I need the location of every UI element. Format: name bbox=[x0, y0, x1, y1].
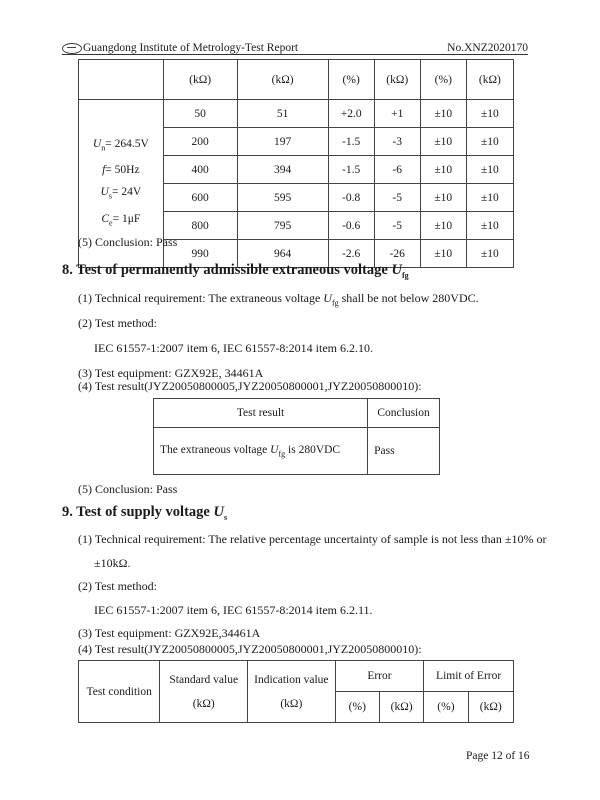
unit-cell: (kΩ) bbox=[163, 60, 237, 100]
test-equipment: (3) Test equipment: GZX92E,34461A bbox=[78, 626, 261, 640]
unit-cell: (%) bbox=[335, 692, 379, 723]
table-cell: ±10 bbox=[420, 240, 466, 268]
table-cell: 197 bbox=[237, 128, 328, 156]
table-cell: -0.6 bbox=[328, 212, 374, 240]
table-cell: 800 bbox=[163, 212, 237, 240]
technical-requirement-continued: ±10kΩ. bbox=[94, 556, 131, 570]
table-cell: ±10 bbox=[420, 128, 466, 156]
test-method-detail: IEC 61557-1:2007 item 6, IEC 61557-8:2014 item 6.2.11. bbox=[94, 603, 373, 617]
table-cell: 51 bbox=[237, 100, 328, 128]
test-method-label: (2) Test method: bbox=[78, 316, 157, 330]
table-cell: ±10 bbox=[466, 240, 513, 268]
header-cell: Test condition bbox=[79, 661, 160, 723]
unit-cell: (kΩ) bbox=[468, 692, 513, 723]
condition-us: $U_s= 24V$ bbox=[100, 186, 142, 201]
table-cell: 200 bbox=[163, 128, 237, 156]
table-cell: +2.0 bbox=[328, 100, 374, 128]
test-result-label: (4) Test result(JYZ20050800005,JYZ20050800001,JYZ20050800010): bbox=[78, 642, 422, 656]
conclusion-cell: Pass bbox=[368, 428, 440, 475]
technical-requirement: (1) Technical requirement: The relative percentage uncertainty of sample is not less than ±10% or bbox=[78, 532, 547, 546]
unit-cell: (%) bbox=[328, 60, 374, 100]
table-cell: ±10 bbox=[466, 128, 513, 156]
table-cell: 964 bbox=[237, 240, 328, 268]
section-9-heading: 9. Test of supply voltage $U_s$ bbox=[62, 504, 228, 522]
table-cell: ±10 bbox=[420, 100, 466, 128]
table-row bbox=[154, 428, 440, 475]
table-cell: 795 bbox=[237, 212, 328, 240]
unit-cell: (%) bbox=[424, 692, 468, 723]
condition-f: f= 50Hz bbox=[102, 164, 140, 177]
table-row bbox=[79, 60, 514, 100]
table-cell: -5 bbox=[374, 184, 420, 212]
test-method-detail: IEC 61557-1:2007 item 6, IEC 61557-8:2014 item 6.2.10. bbox=[94, 341, 373, 355]
table-cell bbox=[79, 60, 164, 100]
table-cell: ±10 bbox=[420, 156, 466, 184]
institute-name: Guangdong Institute of Metrology-Test Report bbox=[83, 42, 299, 54]
table-cell: -0.8 bbox=[328, 184, 374, 212]
unit-cell: (kΩ) bbox=[374, 60, 420, 100]
indication-value-label: Indication value bbox=[254, 673, 329, 686]
technical-requirement: (1) Technical requirement: The extraneous voltage $U_{fg}$ shall be not below 280VDC. bbox=[78, 291, 479, 308]
report-header bbox=[62, 38, 528, 55]
institute-logo-icon bbox=[62, 43, 82, 54]
table-cell: 600 bbox=[163, 184, 237, 212]
conclusion-text: (5) Conclusion: Pass bbox=[78, 482, 178, 496]
table-cell: ±10 bbox=[420, 184, 466, 212]
extraneous-voltage-table bbox=[153, 398, 440, 475]
page-number: Page 12 of 16 bbox=[466, 750, 530, 762]
condition-un: $U_n= 264.5V$ bbox=[92, 138, 149, 153]
test-method-label: (2) Test method: bbox=[78, 579, 157, 593]
unit-cell: (kΩ) bbox=[237, 60, 328, 100]
table-cell: 990 bbox=[163, 240, 237, 268]
table-cell: -5 bbox=[374, 212, 420, 240]
unit-cell: (kΩ) bbox=[466, 60, 513, 100]
table-row bbox=[79, 661, 514, 692]
table-cell: 394 bbox=[237, 156, 328, 184]
table-cell: -26 bbox=[374, 240, 420, 268]
table-cell: 595 bbox=[237, 184, 328, 212]
header-cell: Limit of Error bbox=[424, 661, 514, 692]
table-cell: ±10 bbox=[466, 184, 513, 212]
table-row bbox=[154, 399, 440, 428]
header-cell bbox=[248, 661, 336, 723]
table-cell: ±10 bbox=[420, 212, 466, 240]
header-cell: Conclusion bbox=[368, 399, 440, 428]
table-cell: 50 bbox=[163, 100, 237, 128]
table-cell: ±10 bbox=[466, 212, 513, 240]
header-cell: Error bbox=[335, 661, 424, 692]
header-left bbox=[62, 42, 298, 54]
supply-voltage-table bbox=[78, 660, 514, 723]
section-8-heading: 8. Test of permanently admissible extraneous voltage $U_{fg}$ bbox=[62, 262, 409, 280]
unit-cell: (%) bbox=[420, 60, 466, 100]
unit-label: (kΩ) bbox=[192, 697, 215, 710]
table-cell: -3 bbox=[374, 128, 420, 156]
conclusion-text: (5) Conclusion: Pass bbox=[78, 235, 178, 249]
table-cell: +1 bbox=[374, 100, 420, 128]
header-cell: Test result bbox=[154, 399, 368, 428]
table-cell: ±10 bbox=[466, 100, 513, 128]
standard-value-label: Standard value bbox=[169, 673, 239, 686]
unit-cell: (kΩ) bbox=[379, 692, 423, 723]
report-number: No.XNZ2020170 bbox=[447, 42, 528, 54]
table-cell: -1.5 bbox=[328, 128, 374, 156]
table-cell: 400 bbox=[163, 156, 237, 184]
table-cell: -1.5 bbox=[328, 156, 374, 184]
table-cell: -6 bbox=[374, 156, 420, 184]
table-cell: ±10 bbox=[466, 156, 513, 184]
unit-label: (kΩ) bbox=[280, 697, 303, 710]
test-result-label: (4) Test result(JYZ20050800005,JYZ20050800001,JYZ20050800010): bbox=[78, 379, 422, 393]
table-row bbox=[79, 100, 514, 128]
header-cell bbox=[160, 661, 248, 723]
condition-ce: $C_e= 1\mu F$ bbox=[101, 212, 141, 227]
result-cell: The extraneous voltage $U_{fg}$ is 280VDC bbox=[154, 428, 368, 475]
test-equipment: (3) Test equipment: GZX92E, 34461A bbox=[78, 366, 264, 380]
table-cell: -2.6 bbox=[328, 240, 374, 268]
